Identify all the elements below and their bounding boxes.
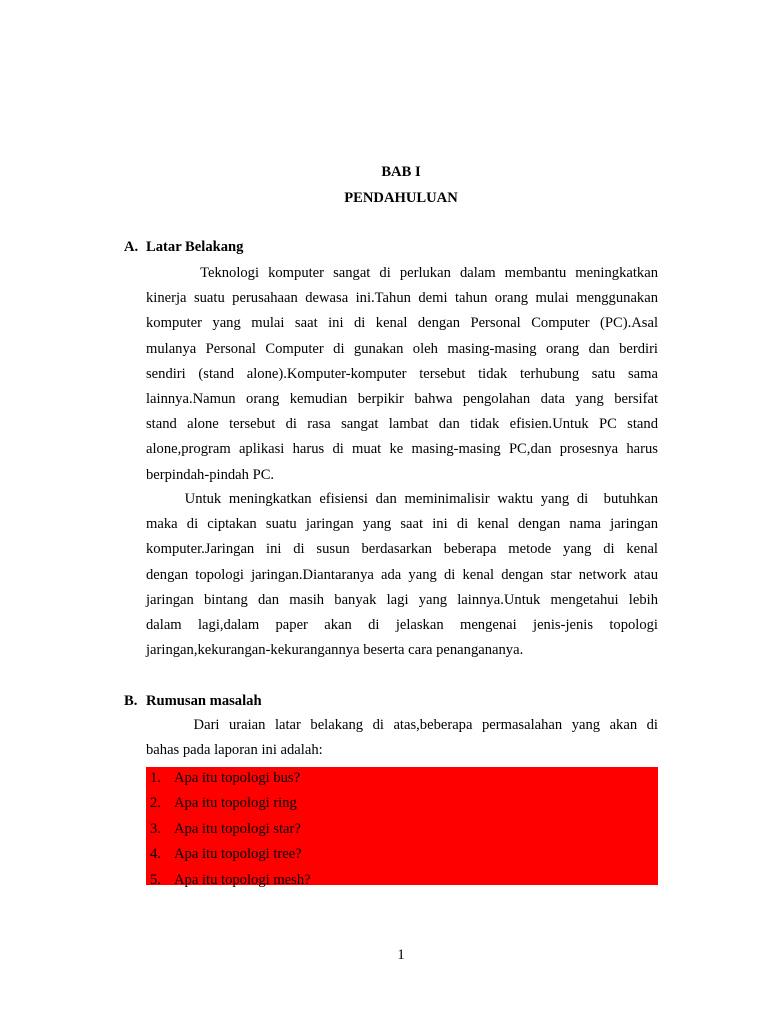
paragraph-line: dalam lagi,dalam paper akan di jelaskan mengenai jenis-jenis topologi <box>146 616 658 633</box>
list-item-number: 4. <box>150 846 161 863</box>
question-list <box>150 766 311 893</box>
section-b-heading <box>124 692 262 710</box>
paragraph-line: dengan topologi jaringan.Diantaranya ada yang di kenal dengan star network atau <box>146 566 658 583</box>
list-item-number: 2. <box>150 795 161 812</box>
list-item <box>150 766 311 791</box>
list-item-number: 3. <box>150 820 161 837</box>
section-b-number: B. <box>124 693 138 709</box>
paragraph-line: alone,program aplikasi harus di muat ke masing-masing PC,dan prosesnya harus <box>146 441 658 458</box>
paragraph-line: lainnya.Namun orang kemudian berpikir bahwa pengolahan data yang bersifat <box>146 390 658 407</box>
paragraph-line: komputer yang mulai saat ini di kenal dengan Personal Computer (PC).Asal <box>146 315 658 332</box>
paragraph-line: kinerja suatu perusahaan dewasa ini.Tahun demi tahun orang mulai menggunakan <box>146 290 658 307</box>
list-item-number: 1. <box>150 770 161 786</box>
paragraph-line: stand alone tersebut di rasa sangat lambat dan tidak efisien.Untuk PC stand <box>146 416 658 433</box>
paragraph-line: mulanya Personal Computer di gunakan oleh masing-masing orang dan berdiri <box>146 340 658 357</box>
chapter-number: BAB I <box>381 164 421 180</box>
list-item-number: 5. <box>150 871 161 888</box>
paragraph-line: maka di ciptakan suatu jaringan yang saat ini di kenal dengan nama jaringan <box>146 516 658 533</box>
page-number: 1 <box>397 947 405 963</box>
list-item-text: Apa itu topologi star? <box>174 820 301 837</box>
paragraph-line: bahas pada laporan ini adalah: <box>146 742 323 759</box>
paragraph-line: jaringan bintang dan masih banyak lagi yang lainnya.Untuk mengetahui lebih <box>146 591 658 608</box>
paragraph-line: berpindah-pindah PC. <box>146 466 275 483</box>
paragraph-line: Dari uraian latar belakang di atas,beberapa permasalahan yang akan di <box>146 717 658 733</box>
latar-belakang-paragraph-1 <box>146 261 658 488</box>
latar-belakang-paragraph-2 <box>146 487 658 663</box>
chapter-title: PENDAHULUAN <box>344 190 458 206</box>
paragraph-line: Teknologi komputer sangat di perlukan dalam membantu meningkatkan <box>146 265 658 281</box>
list-item <box>150 817 311 842</box>
rumusan-masalah-paragraph <box>146 713 658 763</box>
section-a-title: Latar Belakang <box>146 239 244 255</box>
list-item-text: Apa itu topologi tree? <box>174 846 302 863</box>
list-item-text: Apa itu topologi mesh? <box>174 871 311 888</box>
list-item-text: Apa itu topologi bus? <box>174 770 301 786</box>
list-item <box>150 868 311 893</box>
list-item <box>150 842 311 867</box>
section-b-title: Rumusan masalah <box>146 693 262 709</box>
section-a-number: A. <box>124 239 139 255</box>
section-a-heading <box>124 238 243 256</box>
paragraph-line: sendiri (stand alone).Komputer-komputer tersebut tidak terhubung satu sama <box>146 365 658 382</box>
paragraph-line: komputer.Jaringan ini di susun berdasarkan beberapa metode yang di kenal <box>146 541 658 558</box>
paragraph-line: jaringan,kekurangan-kekurangannya beserta cara penangananya. <box>146 642 524 659</box>
list-item <box>150 791 311 816</box>
list-item-text: Apa itu topologi ring <box>174 795 297 812</box>
paragraph-line: Untuk meningkatkan efisiensi dan meminimalisir waktu yang di butuhkan <box>146 491 658 507</box>
